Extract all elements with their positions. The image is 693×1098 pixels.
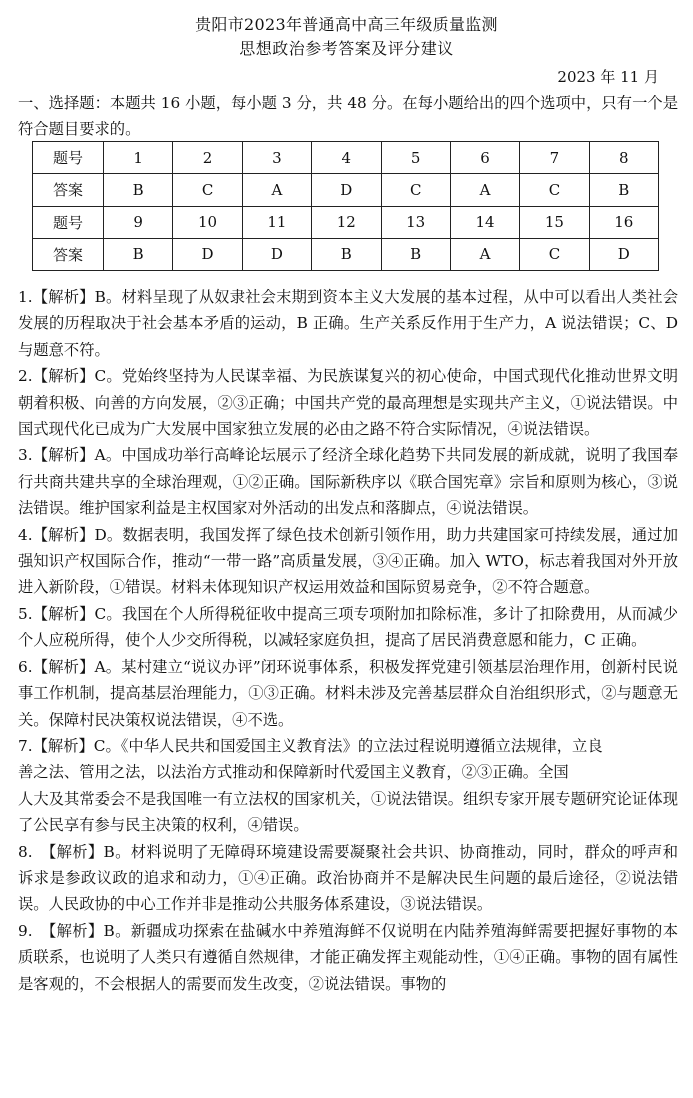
table-cell: 14 (450, 206, 519, 238)
table-cell: 10 (173, 206, 242, 238)
table-row (33, 206, 659, 238)
table-cell: 13 (381, 206, 450, 238)
table-cell: 7 (520, 142, 589, 174)
table-cell: B (104, 238, 173, 270)
table-cell: C (173, 174, 242, 206)
explanation-paragraph: 7.【解析】C。《中华人民共和国爱国主义教育法》的立法过程说明遵循立法规律，立良 (18, 736, 603, 755)
table-cell: B (589, 174, 658, 206)
table-cell: C (520, 174, 589, 206)
table-cell: D (312, 174, 381, 206)
table-cell: D (242, 238, 311, 270)
section-intro: 一、选择题：本题共 16 小题，每小题 3 分，共 48 分。在每小题给出的四个选项中，只有一个是符合题目要求的。 (18, 94, 678, 138)
table-cell: A (242, 174, 311, 206)
explanation-paragraph: 8. 【解析】B。材料说明了无障碍环境建设需要凝聚社会共识、协商推动，同时，群众的呼声和诉求是参政议政的追求和动力，①④正确。政治协商并不是解决民生问题的最后途径，②说法错误。人民政协的中心工作并非是推动公共服务体系建设，③说法错误。 (18, 842, 678, 914)
table-cell: 12 (312, 206, 381, 238)
table-cell: 答案 (33, 238, 104, 270)
explanation-paragraph: 善之法、管用之法，以法治方式推动和保障新时代爱国主义教育，②③正确。全国 (18, 763, 569, 782)
table-cell: D (589, 238, 658, 270)
table-cell: D (173, 238, 242, 270)
explanation-paragraph: 3.【解析】A。中国成功举行高峰论坛展示了经济全球化趋势下共同发展的新成就，说明了我国奉行共商共建共享的全球治理观，①②正确。国际新秩序以《联合国宪章》宗旨和原则为核心，③说法错误。维护国家利益是主权国家对外活动的出发点和落脚点，④说法错误。 (18, 446, 678, 518)
table-cell: 8 (589, 142, 658, 174)
table-cell: 3 (242, 142, 311, 174)
table-cell: 题号 (33, 142, 104, 174)
document-title: 贵阳市2023年普通高中高三年级质量监测 (195, 15, 498, 34)
document-date: 2023 年 11 月 (557, 68, 659, 86)
explanation-paragraph: 6.【解析】A。某村建立“说议办评”闭环说事体系，积极发挥党建引领基层治理作用，创新村民说事工作机制，提高基层治理能力，①③正确。材料未涉及完善基层群众自治组织形式，②与题意无关。保障村民决策权说法错误，④不选。 (18, 657, 678, 729)
explanation-paragraph: 1.【解析】B。材料呈现了从奴隶社会末期到资本主义大发展的基本过程，从中可以看出人类社会发展的历程取决于社会基本矛盾的运动，B 正确。生产关系反作用于生产力，A 说法错误；C、D 与题意不符。 (18, 288, 678, 359)
explanations-body (18, 284, 678, 997)
table-cell: 6 (450, 142, 519, 174)
table-cell: 9 (104, 206, 173, 238)
explanation-paragraph: 人大及其常委会不是我国唯一有立法权的国家机关，①说法错误。组织专家开展专题研究论证体现了公民享有参与民主决策的权利，④错误。 (18, 789, 678, 835)
explanation-paragraph: 9. 【解析】B。新疆成功探索在盐碱水中养殖海鲜不仅说明在内陆养殖海鲜需要把握好事物的本质联系，也说明了人类只有遵循自然规律，才能正确发挥主观能动性，①④正确。事物的固有属性是客观的，不会根据人的需要而发生改变，②说法错误。事物的 (18, 921, 678, 993)
explanation-paragraph: 2.【解析】C。党始终坚持为人民谋幸福、为民族谋复兴的初心使命，中国式现代化推动世界文明朝着积极、向善的方向发展，②③正确；中国共产党的最高理想是实现共产主义，①说法错误。中国式现代化已成为广大发展中国家独立发展的必由之路不符合实际情况，④说法错误。 (18, 367, 678, 439)
document-subtitle: 思想政治参考答案及评分建议 (239, 39, 454, 58)
table-cell: 16 (589, 206, 658, 238)
table-cell: C (381, 174, 450, 206)
table-row (33, 238, 659, 270)
table-cell: 5 (381, 142, 450, 174)
table-cell: 答案 (33, 174, 104, 206)
explanation-paragraph: 4.【解析】D。数据表明，我国发挥了绿色技术创新引领作用，助力共建国家可持续发展，通过加强知识产权国际合作，推动“一带一路”高质量发展，③④正确。加入 WTO，标志着我国对外开放进入新阶段，①错误。材料未体现知识产权运用效益和国际贸易竞争，②不符合题意。 (18, 525, 678, 597)
table-cell: A (450, 238, 519, 270)
table-row (33, 142, 659, 174)
table-cell: B (104, 174, 173, 206)
table-cell: 2 (173, 142, 242, 174)
table-cell: 4 (312, 142, 381, 174)
table-cell: B (312, 238, 381, 270)
table-cell: 11 (242, 206, 311, 238)
table-cell: C (520, 238, 589, 270)
explanation-paragraph: 5.【解析】C。我国在个人所得税征收中提高三项专项附加扣除标准，多计了扣除费用，从而减少个人应税所得，使个人少交所得税，以减轻家庭负担，提高了居民消费意愿和能力，C 正确。 (18, 604, 678, 650)
answer-table (32, 141, 659, 271)
table-cell: B (381, 238, 450, 270)
table-cell: A (450, 174, 519, 206)
table-row (33, 174, 659, 206)
table-cell: 1 (104, 142, 173, 174)
table-cell: 题号 (33, 206, 104, 238)
table-cell: 15 (520, 206, 589, 238)
